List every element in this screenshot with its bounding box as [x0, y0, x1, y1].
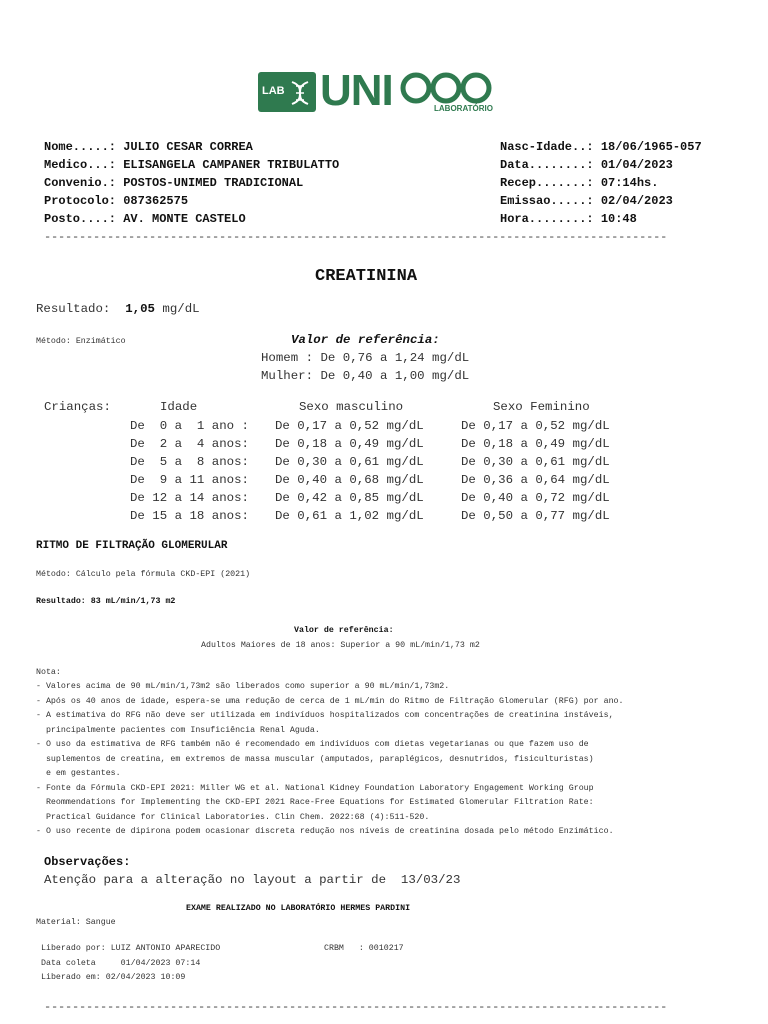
header-data: [500, 158, 673, 172]
footer-lab: EXAME REALIZADO NO LABORATÓRIO HERMES PARDINI: [186, 904, 411, 913]
header-medico: [44, 158, 339, 172]
table-cell-idade: De 15 a 18 anos:: [130, 509, 249, 523]
ref-mulher: Mulher: De 0,40 a 1,00 mg/dL: [261, 369, 470, 383]
emissao-value: 02/04/2023: [600, 194, 673, 208]
header-convenio: [44, 176, 303, 190]
col-idade: Idade: [160, 400, 198, 414]
medico-value: ELISANGELA CAMPANER TRIBULATTO: [123, 158, 340, 172]
note-line: - Fonte da Fórmula CKD-EPI 2021: Miller WG et al. National Kidney Foundation Laboratory Engagement Working Group: [36, 784, 594, 793]
table-cell-masc: De 0,17 a 0,52 mg/dL: [275, 419, 424, 433]
footer-crbm: CRBM : 0010217: [324, 944, 404, 953]
table-cell-fem: De 0,17 a 0,52 mg/dL: [461, 419, 610, 433]
col-masc: Sexo masculino: [299, 400, 404, 414]
header-emissao: [500, 194, 673, 208]
table-cell-fem: De 0,18 a 0,49 mg/dL: [461, 437, 610, 451]
table-cell-masc: De 0,61 a 1,02 mg/dL: [275, 509, 424, 523]
note-line: - O uso da estimativa de RFG também não é recomendado em indivíduos com dietas vegetarianas ou que fazem uso de: [36, 740, 589, 749]
recep-value: 07:14hs.: [600, 176, 659, 190]
footer-separator: -----------------------------------------------------------------------------------------: [44, 1000, 668, 1014]
table-cell-idade: De 12 a 14 anos:: [130, 491, 249, 505]
header-protocolo: [44, 194, 188, 208]
table-cell-fem: De 0,40 a 0,72 mg/dL: [461, 491, 610, 505]
table-cell-idade: De 5 a 8 anos:: [130, 455, 249, 469]
obs-text: Atenção para a alteração no layout a partir de 13/03/23: [44, 873, 461, 887]
result-label: Resultado:: [36, 302, 111, 316]
note-line: - O uso recente de dipirona podem ocasionar discreta redução nos níveis de creatinina dosada pelo método Enzimático.: [36, 827, 614, 836]
exam-method: Método: Enzimático: [36, 337, 126, 346]
footer-material: Material: Sangue: [36, 918, 116, 927]
note-line: e em gestantes.: [36, 769, 121, 778]
note-line: Practical Guidance for Clinical Laboratories. Clin Chem. 2022:68 (4):511-520.: [36, 813, 430, 822]
logo-subtitle: LABORATÓRIO: [434, 104, 493, 113]
nome-label: Nome.....:: [44, 140, 117, 154]
nasc-label: Nasc-Idade..:: [500, 140, 594, 154]
note-line: suplementos de creatina, em extremos de massa muscular (amputados, paraplégicos, desnutridos, fisiculturistas): [36, 755, 594, 764]
emissao-label: Emissao.....:: [500, 194, 594, 208]
note-line: principalmente pacientes com Insuficiência Renal Aguda.: [36, 726, 320, 735]
header-recep: [500, 176, 658, 190]
table-cell-idade: De 0 a 1 ano :: [130, 419, 249, 433]
posto-label: Posto....:: [44, 212, 117, 226]
footer-data-coleta: Data coleta 01/04/2023 07:14: [41, 959, 201, 968]
col-fem: Sexo Feminino: [493, 400, 590, 414]
table-cell-idade: De 2 a 4 anos:: [130, 437, 249, 451]
header-posto: [44, 212, 246, 226]
nasc-value: 18/06/1965-057: [600, 140, 702, 154]
header-separator: -----------------------------------------------------------------------------------------: [44, 230, 668, 244]
logo-emblem: [258, 72, 316, 112]
hora-label: Hora........:: [500, 212, 594, 226]
posto-value: AV. MONTE CASTELO: [123, 212, 246, 226]
note-line: - Valores acima de 90 mL/min/1,73m2 são liberados como superior a 90 mL/min/1,73m2.: [36, 682, 450, 691]
data-value: 01/04/2023: [600, 158, 673, 172]
obs-title: Observações:: [44, 855, 131, 869]
protocolo-value: 087362575: [123, 194, 189, 208]
result-value: 1,05: [125, 302, 155, 316]
table-cell-fem: De 0,50 a 0,77 mg/dL: [461, 509, 610, 523]
note-line: - Após os 40 anos de idade, espera-se uma redução de cerca de 1 mL/min do Ritmo de Filtração Glomerular (RFG) por ano.: [36, 697, 624, 706]
hora-value: 10:48: [600, 212, 637, 226]
children-label: Crianças:: [44, 400, 111, 414]
convenio-label: Convenio.:: [44, 176, 117, 190]
footer-liberado-por: Liberado por: LUIZ ANTONIO APARECIDO: [41, 944, 221, 953]
nome-value: JULIO CESAR CORREA: [123, 140, 253, 154]
note-line: - A estimativa do RFG não deve ser utilizada em indivíduos hospitalizados com concentrações de creatinina instáveis,: [36, 711, 614, 720]
exam-title: CREATININA: [315, 267, 418, 286]
data-label: Data........:: [500, 158, 594, 172]
header-nasc: [500, 140, 702, 154]
recep-label: Recep.......:: [500, 176, 594, 190]
dna-icon: [288, 80, 312, 106]
table-cell-fem: De 0,30 a 0,61 mg/dL: [461, 455, 610, 469]
ref-homem: Homem : De 0,76 a 1,24 mg/dL: [261, 351, 470, 365]
exam-result: [36, 302, 200, 316]
convenio-value: POSTOS-UNIMED TRADICIONAL: [123, 176, 304, 190]
rfg-ref-text: Adultos Maiores de 18 anos: Superior a 90 mL/min/1,73 m2: [201, 641, 480, 650]
table-cell-fem: De 0,36 a 0,64 mg/dL: [461, 473, 610, 487]
medico-label: Medico...:: [44, 158, 117, 172]
rfg-result: Resultado: 83 mL/min/1,73 m2: [36, 597, 176, 606]
rfg-ref-title: Valor de referência:: [294, 626, 394, 635]
table-cell-masc: De 0,42 a 0,85 mg/dL: [275, 491, 424, 505]
header-hora: [500, 212, 637, 226]
footer-liberado-em: Liberado em: 02/04/2023 10:09: [41, 973, 186, 982]
table-cell-idade: De 9 a 11 anos:: [130, 473, 249, 487]
logo-box-text: LAB: [262, 85, 285, 97]
ref-title: Valor de referência:: [291, 333, 440, 347]
table-cell-masc: De 0,18 a 0,49 mg/dL: [275, 437, 424, 451]
result-unit: mg/dL: [162, 302, 200, 316]
note-line: Reommendations for Implementing the CKD-EPI 2021 Race-Free Equations for Estimated Glomerular Filtration Rate:: [36, 798, 594, 807]
rfg-method: Método: Cálculo pela fórmula CKD-EPI (2021): [36, 570, 251, 579]
protocolo-label: Protocolo:: [44, 194, 117, 208]
header-nome: [44, 140, 253, 154]
logo-coo-mark: [400, 72, 492, 104]
note-line: Nota:: [36, 668, 61, 677]
lab-logo: [258, 66, 498, 116]
rfg-title: RITMO DE FILTRAÇÃO GLOMERULAR: [36, 540, 228, 552]
table-cell-masc: De 0,40 a 0,68 mg/dL: [275, 473, 424, 487]
logo-brand: UNI: [320, 66, 393, 115]
table-cell-masc: De 0,30 a 0,61 mg/dL: [275, 455, 424, 469]
